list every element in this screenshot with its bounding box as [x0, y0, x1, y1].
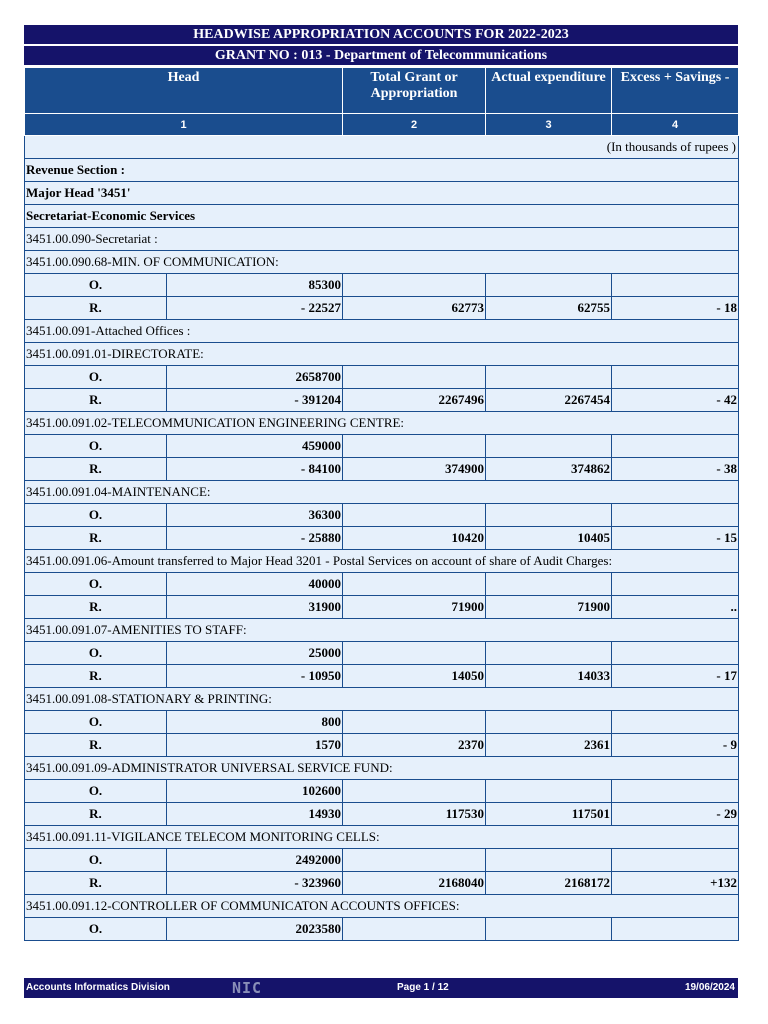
- head-row: [25, 619, 739, 642]
- column-header-excess-savings: Excess + Savings -: [612, 68, 739, 114]
- table-row: [25, 849, 739, 872]
- table-row: [25, 918, 739, 941]
- head-title: 3451.00.091.11-VIGILANCE TELECOM MONITORING CELLS:: [25, 826, 739, 849]
- row-total-grant: [343, 366, 486, 389]
- footer-date: 19/06/2024: [684, 982, 735, 993]
- head-row: [25, 550, 739, 573]
- row-total-grant: [343, 573, 486, 596]
- head-row: [25, 251, 739, 274]
- appropriation-table: [24, 67, 739, 941]
- column-header-row: [25, 68, 739, 114]
- row-excess-savings: [612, 573, 739, 596]
- table-row: [25, 803, 739, 826]
- column-header-head: Head: [25, 68, 343, 114]
- page-footer: [24, 978, 738, 998]
- head-row: [25, 481, 739, 504]
- row-label: R.: [25, 389, 167, 412]
- row-amount: - 84100: [167, 458, 343, 481]
- row-excess-savings: ..: [612, 596, 739, 619]
- row-amount: 2023580: [167, 918, 343, 941]
- row-total-grant: [343, 849, 486, 872]
- row-excess-savings: - 18: [612, 297, 739, 320]
- row-excess-savings: - 9: [612, 734, 739, 757]
- table-row: [25, 297, 739, 320]
- row-amount: - 323960: [167, 872, 343, 895]
- section-heading: Secretariat-Economic Services: [25, 205, 739, 228]
- table-row: [25, 734, 739, 757]
- row-label: R.: [25, 458, 167, 481]
- row-actual-expenditure: [486, 573, 612, 596]
- table-row: [25, 780, 739, 803]
- row-total-grant: [343, 435, 486, 458]
- row-label: O.: [25, 366, 167, 389]
- row-amount: 800: [167, 711, 343, 734]
- head-title: 3451.00.091.08-STATIONARY & PRINTING:: [25, 688, 739, 711]
- table-row: [25, 527, 739, 550]
- head-row: [25, 320, 739, 343]
- row-total-grant: 14050: [343, 665, 486, 688]
- row-actual-expenditure: [486, 849, 612, 872]
- row-excess-savings: - 38: [612, 458, 739, 481]
- row-amount: 40000: [167, 573, 343, 596]
- row-label: O.: [25, 780, 167, 803]
- row-total-grant: [343, 274, 486, 297]
- head-title: 3451.00.091.01-DIRECTORATE:: [25, 343, 739, 366]
- table-row: [25, 872, 739, 895]
- row-total-grant: 10420: [343, 527, 486, 550]
- column-number-2: 2: [343, 114, 486, 136]
- head-title: 3451.00.091.06-Amount transferred to Major Head 3201 - Postal Services on account of share of Audit Charges:: [25, 550, 739, 573]
- table-row: [25, 573, 739, 596]
- row-label: O.: [25, 711, 167, 734]
- row-amount: - 22527: [167, 297, 343, 320]
- row-excess-savings: +132: [612, 872, 739, 895]
- row-actual-expenditure: 62755: [486, 297, 612, 320]
- table-row: [25, 596, 739, 619]
- row-total-grant: [343, 918, 486, 941]
- row-label: O.: [25, 849, 167, 872]
- row-actual-expenditure: 14033: [486, 665, 612, 688]
- appropriation-sheet: [24, 25, 738, 941]
- row-amount: 102600: [167, 780, 343, 803]
- row-excess-savings: [612, 642, 739, 665]
- row-total-grant: 117530: [343, 803, 486, 826]
- head-row: [25, 757, 739, 780]
- row-amount: 85300: [167, 274, 343, 297]
- row-actual-expenditure: [486, 642, 612, 665]
- row-total-grant: 2370: [343, 734, 486, 757]
- column-number-row: [25, 114, 739, 136]
- row-actual-expenditure: 117501: [486, 803, 612, 826]
- row-total-grant: 62773: [343, 297, 486, 320]
- row-label: R.: [25, 872, 167, 895]
- head-title: 3451.00.091.02-TELECOMMUNICATION ENGINEERING CENTRE:: [25, 412, 739, 435]
- row-label: R.: [25, 527, 167, 550]
- row-total-grant: 71900: [343, 596, 486, 619]
- row-excess-savings: [612, 435, 739, 458]
- head-row: [25, 895, 739, 918]
- head-title: 3451.00.091-Attached Offices :: [25, 320, 739, 343]
- head-row: [25, 228, 739, 251]
- column-number-1: 1: [25, 114, 343, 136]
- row-actual-expenditure: [486, 711, 612, 734]
- row-actual-expenditure: 2168172: [486, 872, 612, 895]
- row-actual-expenditure: [486, 366, 612, 389]
- row-label: O.: [25, 573, 167, 596]
- row-label: R.: [25, 596, 167, 619]
- row-actual-expenditure: 71900: [486, 596, 612, 619]
- row-actual-expenditure: 2267454: [486, 389, 612, 412]
- row-excess-savings: - 29: [612, 803, 739, 826]
- row-actual-expenditure: [486, 435, 612, 458]
- page-number: Page 1 / 12: [397, 982, 449, 993]
- section-heading-row: [25, 182, 739, 205]
- report-title: HEADWISE APPROPRIATION ACCOUNTS FOR 2022-2023: [24, 25, 738, 44]
- row-label: O.: [25, 274, 167, 297]
- head-title: 3451.00.091.12-CONTROLLER OF COMMUNICATON ACCOUNTS OFFICES:: [25, 895, 739, 918]
- row-excess-savings: - 17: [612, 665, 739, 688]
- row-total-grant: [343, 780, 486, 803]
- row-excess-savings: - 42: [612, 389, 739, 412]
- section-heading-row: [25, 205, 739, 228]
- row-total-grant: 2168040: [343, 872, 486, 895]
- grant-title: GRANT NO : 013 - Department of Telecommunications: [24, 46, 738, 65]
- row-excess-savings: [612, 849, 739, 872]
- row-excess-savings: [612, 711, 739, 734]
- row-label: R.: [25, 734, 167, 757]
- row-excess-savings: [612, 366, 739, 389]
- row-label: R.: [25, 803, 167, 826]
- row-actual-expenditure: [486, 504, 612, 527]
- units-row: [25, 136, 739, 159]
- column-header-actual-expenditure: Actual expenditure: [486, 68, 612, 114]
- column-header-total-grant: Total Grant or Appropriation: [343, 68, 486, 114]
- row-actual-expenditure: [486, 274, 612, 297]
- footer-division: Accounts Informatics Division: [26, 982, 170, 993]
- section-heading-row: [25, 159, 739, 182]
- row-total-grant: 2267496: [343, 389, 486, 412]
- row-amount: 2658700: [167, 366, 343, 389]
- row-amount: 25000: [167, 642, 343, 665]
- head-row: [25, 343, 739, 366]
- row-excess-savings: - 15: [612, 527, 739, 550]
- row-amount: - 10950: [167, 665, 343, 688]
- head-title: 3451.00.091.04-MAINTENANCE:: [25, 481, 739, 504]
- row-amount: 459000: [167, 435, 343, 458]
- row-total-grant: [343, 711, 486, 734]
- head-title: 3451.00.090.68-MIN. OF COMMUNICATION:: [25, 251, 739, 274]
- row-actual-expenditure: 2361: [486, 734, 612, 757]
- row-label: O.: [25, 918, 167, 941]
- table-body: [25, 136, 739, 941]
- row-excess-savings: [612, 504, 739, 527]
- row-excess-savings: [612, 918, 739, 941]
- table-row: [25, 274, 739, 297]
- section-heading: Major Head '3451': [25, 182, 739, 205]
- row-label: O.: [25, 435, 167, 458]
- table-row: [25, 711, 739, 734]
- units-note: (In thousands of rupees ): [25, 136, 739, 159]
- row-actual-expenditure: 374862: [486, 458, 612, 481]
- column-number-4: 4: [612, 114, 739, 136]
- table-row: [25, 642, 739, 665]
- row-amount: 2492000: [167, 849, 343, 872]
- row-amount: 1570: [167, 734, 343, 757]
- row-label: O.: [25, 504, 167, 527]
- row-actual-expenditure: 10405: [486, 527, 612, 550]
- head-title: 3451.00.091.09-ADMINISTRATOR UNIVERSAL SERVICE FUND:: [25, 757, 739, 780]
- row-amount: - 25880: [167, 527, 343, 550]
- section-heading: Revenue Section :: [25, 159, 739, 182]
- head-row: [25, 826, 739, 849]
- row-amount: 36300: [167, 504, 343, 527]
- row-total-grant: [343, 504, 486, 527]
- row-total-grant: [343, 642, 486, 665]
- nic-logo: NIC: [232, 979, 263, 997]
- row-total-grant: 374900: [343, 458, 486, 481]
- table-row: [25, 458, 739, 481]
- table-row: [25, 665, 739, 688]
- head-row: [25, 412, 739, 435]
- column-number-3: 3: [486, 114, 612, 136]
- row-actual-expenditure: [486, 780, 612, 803]
- row-amount: 14930: [167, 803, 343, 826]
- head-title: 3451.00.091.07-AMENITIES TO STAFF:: [25, 619, 739, 642]
- row-label: R.: [25, 665, 167, 688]
- row-label: O.: [25, 642, 167, 665]
- table-row: [25, 389, 739, 412]
- row-amount: 31900: [167, 596, 343, 619]
- row-actual-expenditure: [486, 918, 612, 941]
- row-label: R.: [25, 297, 167, 320]
- row-excess-savings: [612, 274, 739, 297]
- row-amount: - 391204: [167, 389, 343, 412]
- table-row: [25, 504, 739, 527]
- row-excess-savings: [612, 780, 739, 803]
- table-row: [25, 435, 739, 458]
- head-row: [25, 688, 739, 711]
- table-row: [25, 366, 739, 389]
- head-title: 3451.00.090-Secretariat :: [25, 228, 739, 251]
